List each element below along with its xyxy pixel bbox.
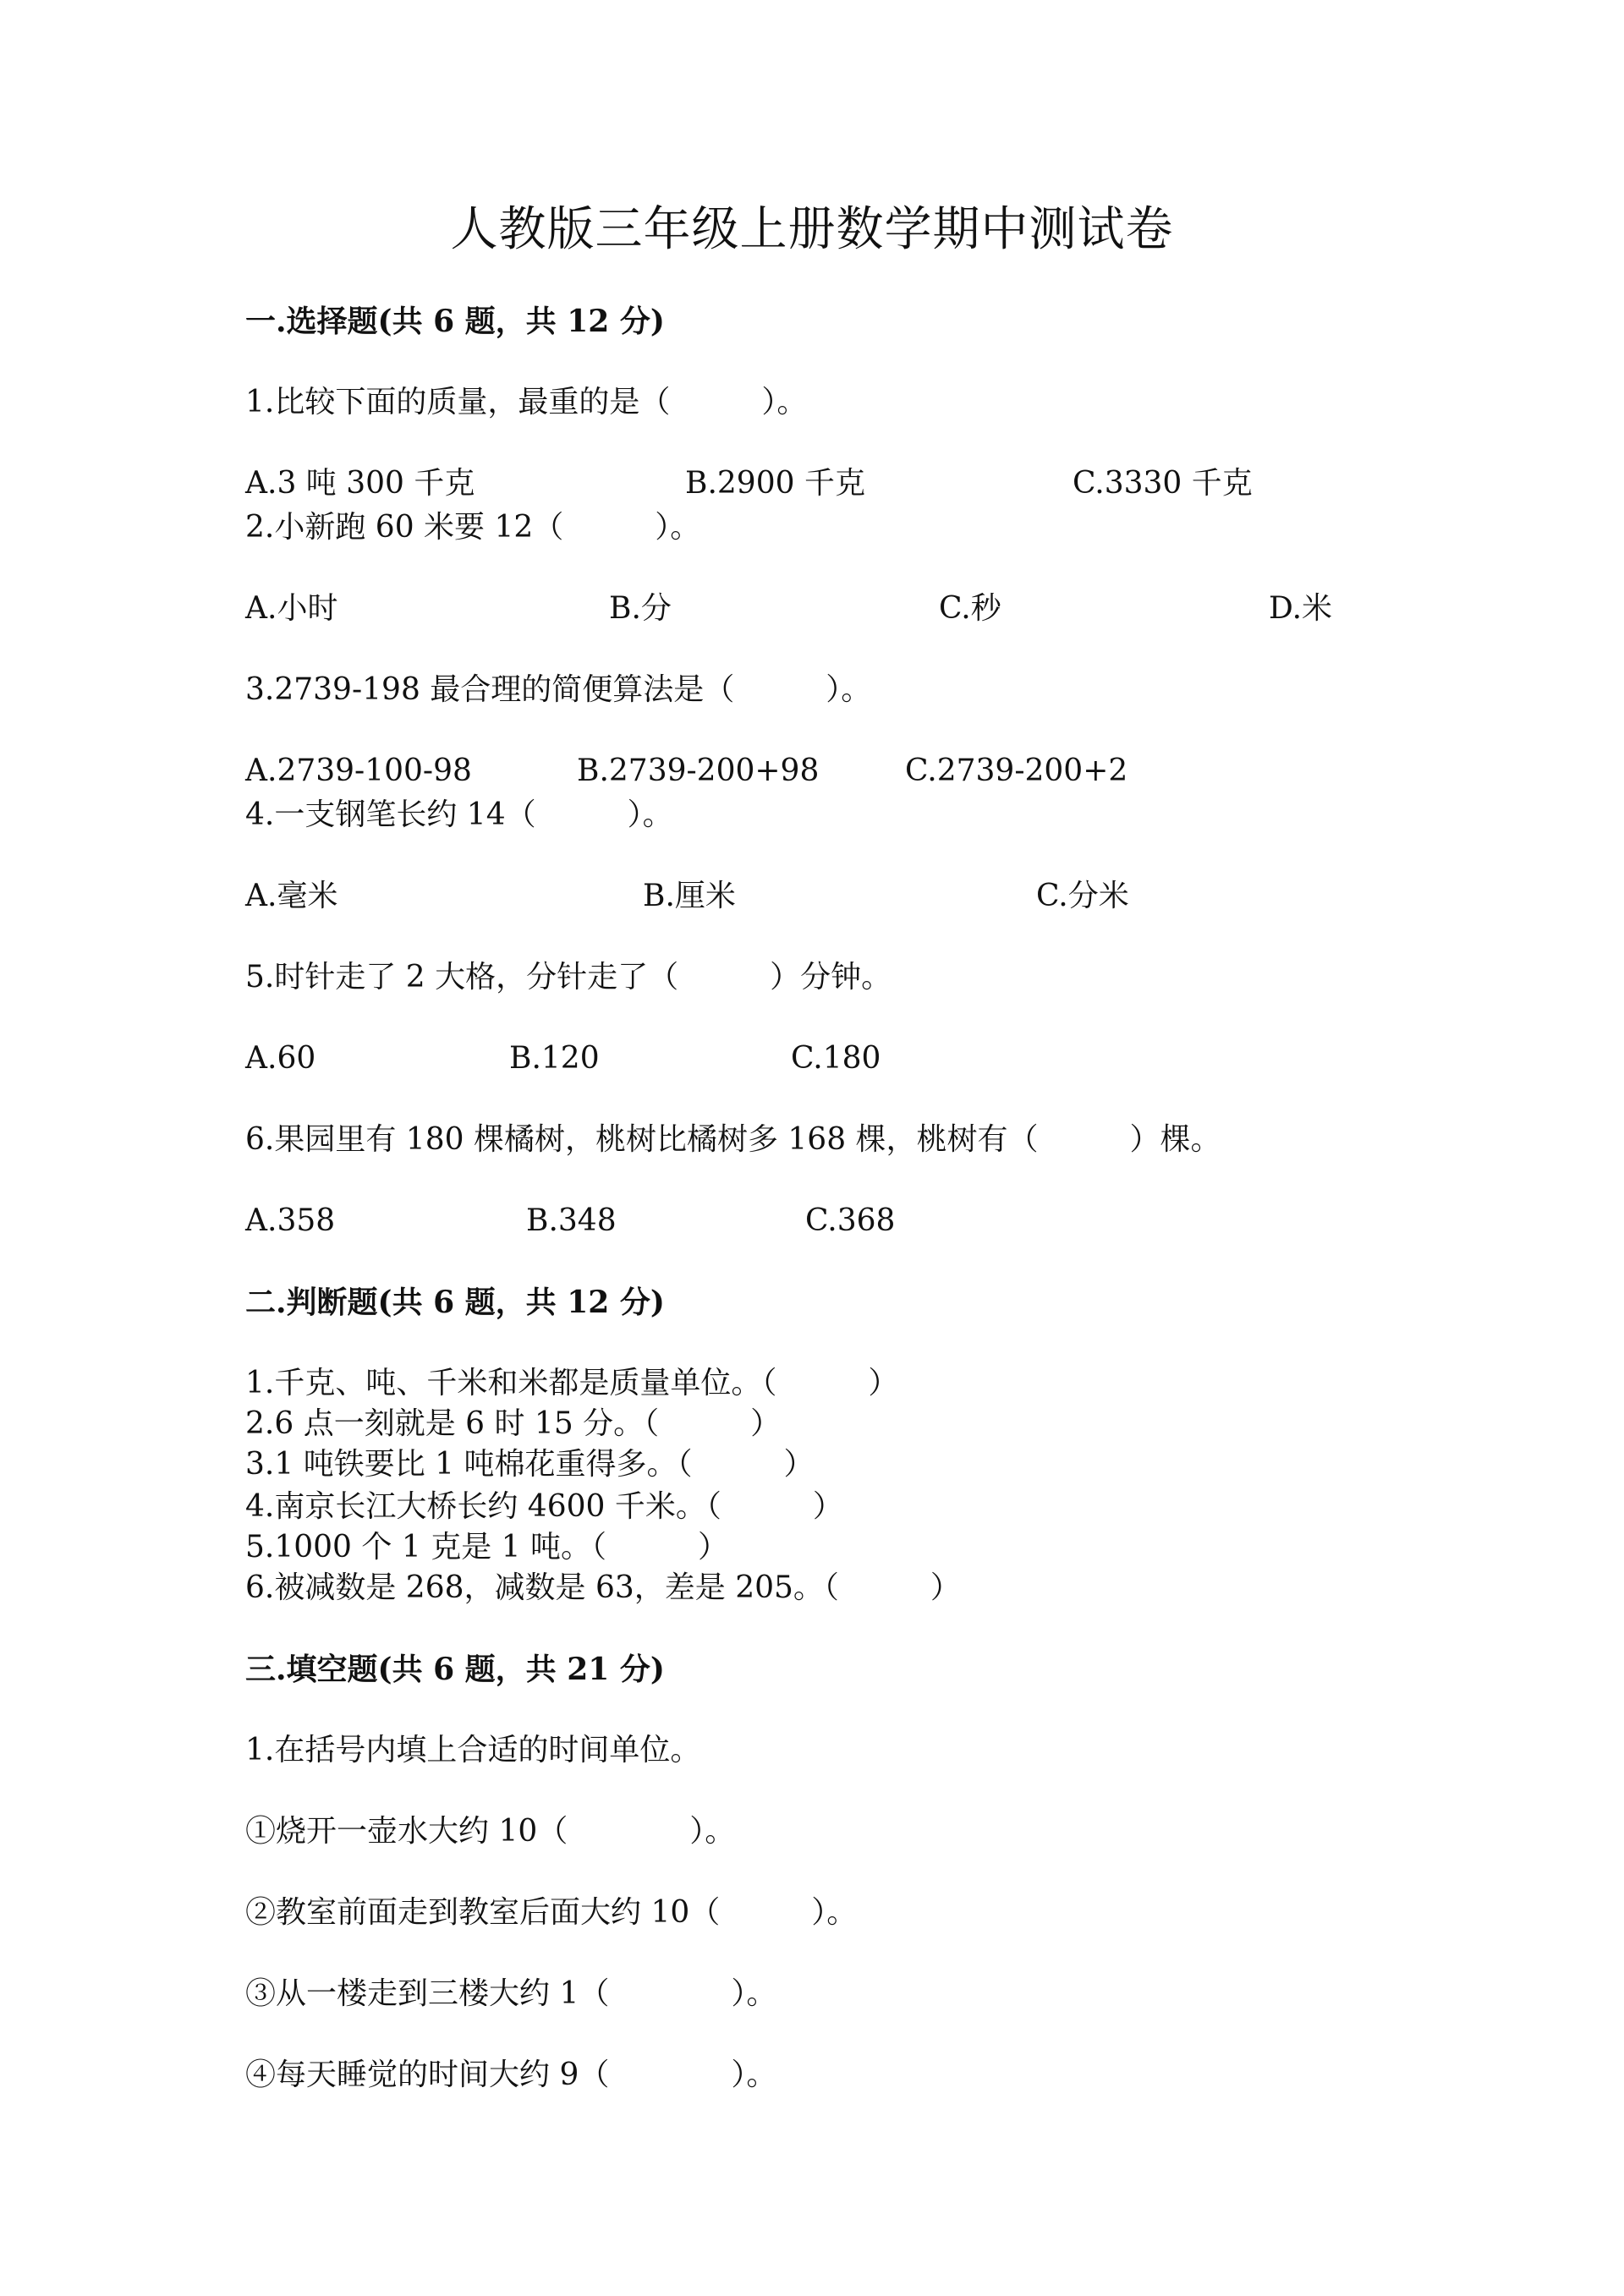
option-d: D.米 — [1269, 591, 1333, 626]
statement-item: 2.6 点一刻就是 6 时 15 分。（ ） — [245, 1406, 782, 1441]
option-b: B.120 — [509, 1041, 600, 1076]
option-b: B.2900 千克 — [685, 466, 865, 501]
option-c: C.180 — [791, 1041, 881, 1076]
option-a: A.3 吨 300 千克 — [245, 466, 475, 501]
statement-item: 6.被减数是 268，减数是 63，差是 205。（ ） — [245, 1570, 961, 1605]
option-c: C.秒 — [939, 591, 1001, 626]
sub-question: ①烧开一壶水大约 10（ ）。 — [245, 1814, 736, 1849]
option-a: A.小时 — [245, 591, 338, 626]
question-stem: 6.果园里有 180 棵橘树，桃树比橘树多 168 棵，桃树有（ ）棵。 — [245, 1122, 1221, 1157]
sub-question: ③从一楼走到三楼大约 1（ ）。 — [245, 1976, 777, 2011]
section-heading-judgement: 二.判断题(共 6 题，共 12 分) — [245, 1285, 665, 1320]
option-b: B.348 — [526, 1203, 617, 1238]
option-a: A.毫米 — [245, 879, 338, 913]
option-b: B.厘米 — [643, 879, 736, 913]
option-a: A.2739-100-98 — [245, 753, 472, 788]
option-a: A.60 — [245, 1041, 316, 1076]
sub-question: ④每天睡觉的时间大约 9（ ）。 — [245, 2058, 777, 2092]
option-c: C.分米 — [1036, 879, 1129, 913]
statement-item: 3.1 吨铁要比 1 吨棉花重得多。（ ） — [245, 1447, 815, 1482]
option-b: B.分 — [609, 591, 672, 626]
option-b: B.2739-200+98 — [577, 753, 820, 788]
section-heading-choice: 一.选择题(共 6 题，共 12 分) — [245, 304, 665, 339]
question-stem: 4.一支钢笔长约 14（ ）。 — [245, 797, 673, 832]
option-a: A.358 — [245, 1203, 336, 1238]
question-stem: 1.比较下面的质量，最重的是（ ）。 — [245, 385, 808, 419]
section-heading-fill-in: 三.填空题(共 6 题，共 21 分) — [245, 1652, 665, 1687]
page-title: 人教版三年级上册数学期中测试卷 — [450, 202, 1174, 257]
statement-item: 4.南京长江大桥长约 4600 千米。（ ） — [245, 1489, 843, 1524]
question-stem: 5.时针走了 2 大格，分针走了（ ）分钟。 — [245, 960, 892, 995]
statement-item: 1.千克、吨、千米和米都是质量单位。（ ） — [245, 1366, 899, 1400]
sub-question: ②教室前面走到教室后面大约 10（ ）。 — [245, 1895, 858, 1930]
option-c: C.2739-200+2 — [905, 753, 1128, 788]
question-stem: 2.小新跑 60 米要 12（ ）。 — [245, 510, 701, 545]
question-stem: 3.2739-198 最合理的简便算法是（ ）。 — [245, 672, 872, 707]
option-c: C.368 — [805, 1203, 896, 1238]
statement-item: 5.1000 个 1 克是 1 吨。（ ） — [245, 1530, 728, 1564]
question-stem: 1.在括号内填上合适的时间单位。 — [245, 1733, 701, 1767]
option-c: C.3330 千克 — [1073, 466, 1253, 501]
